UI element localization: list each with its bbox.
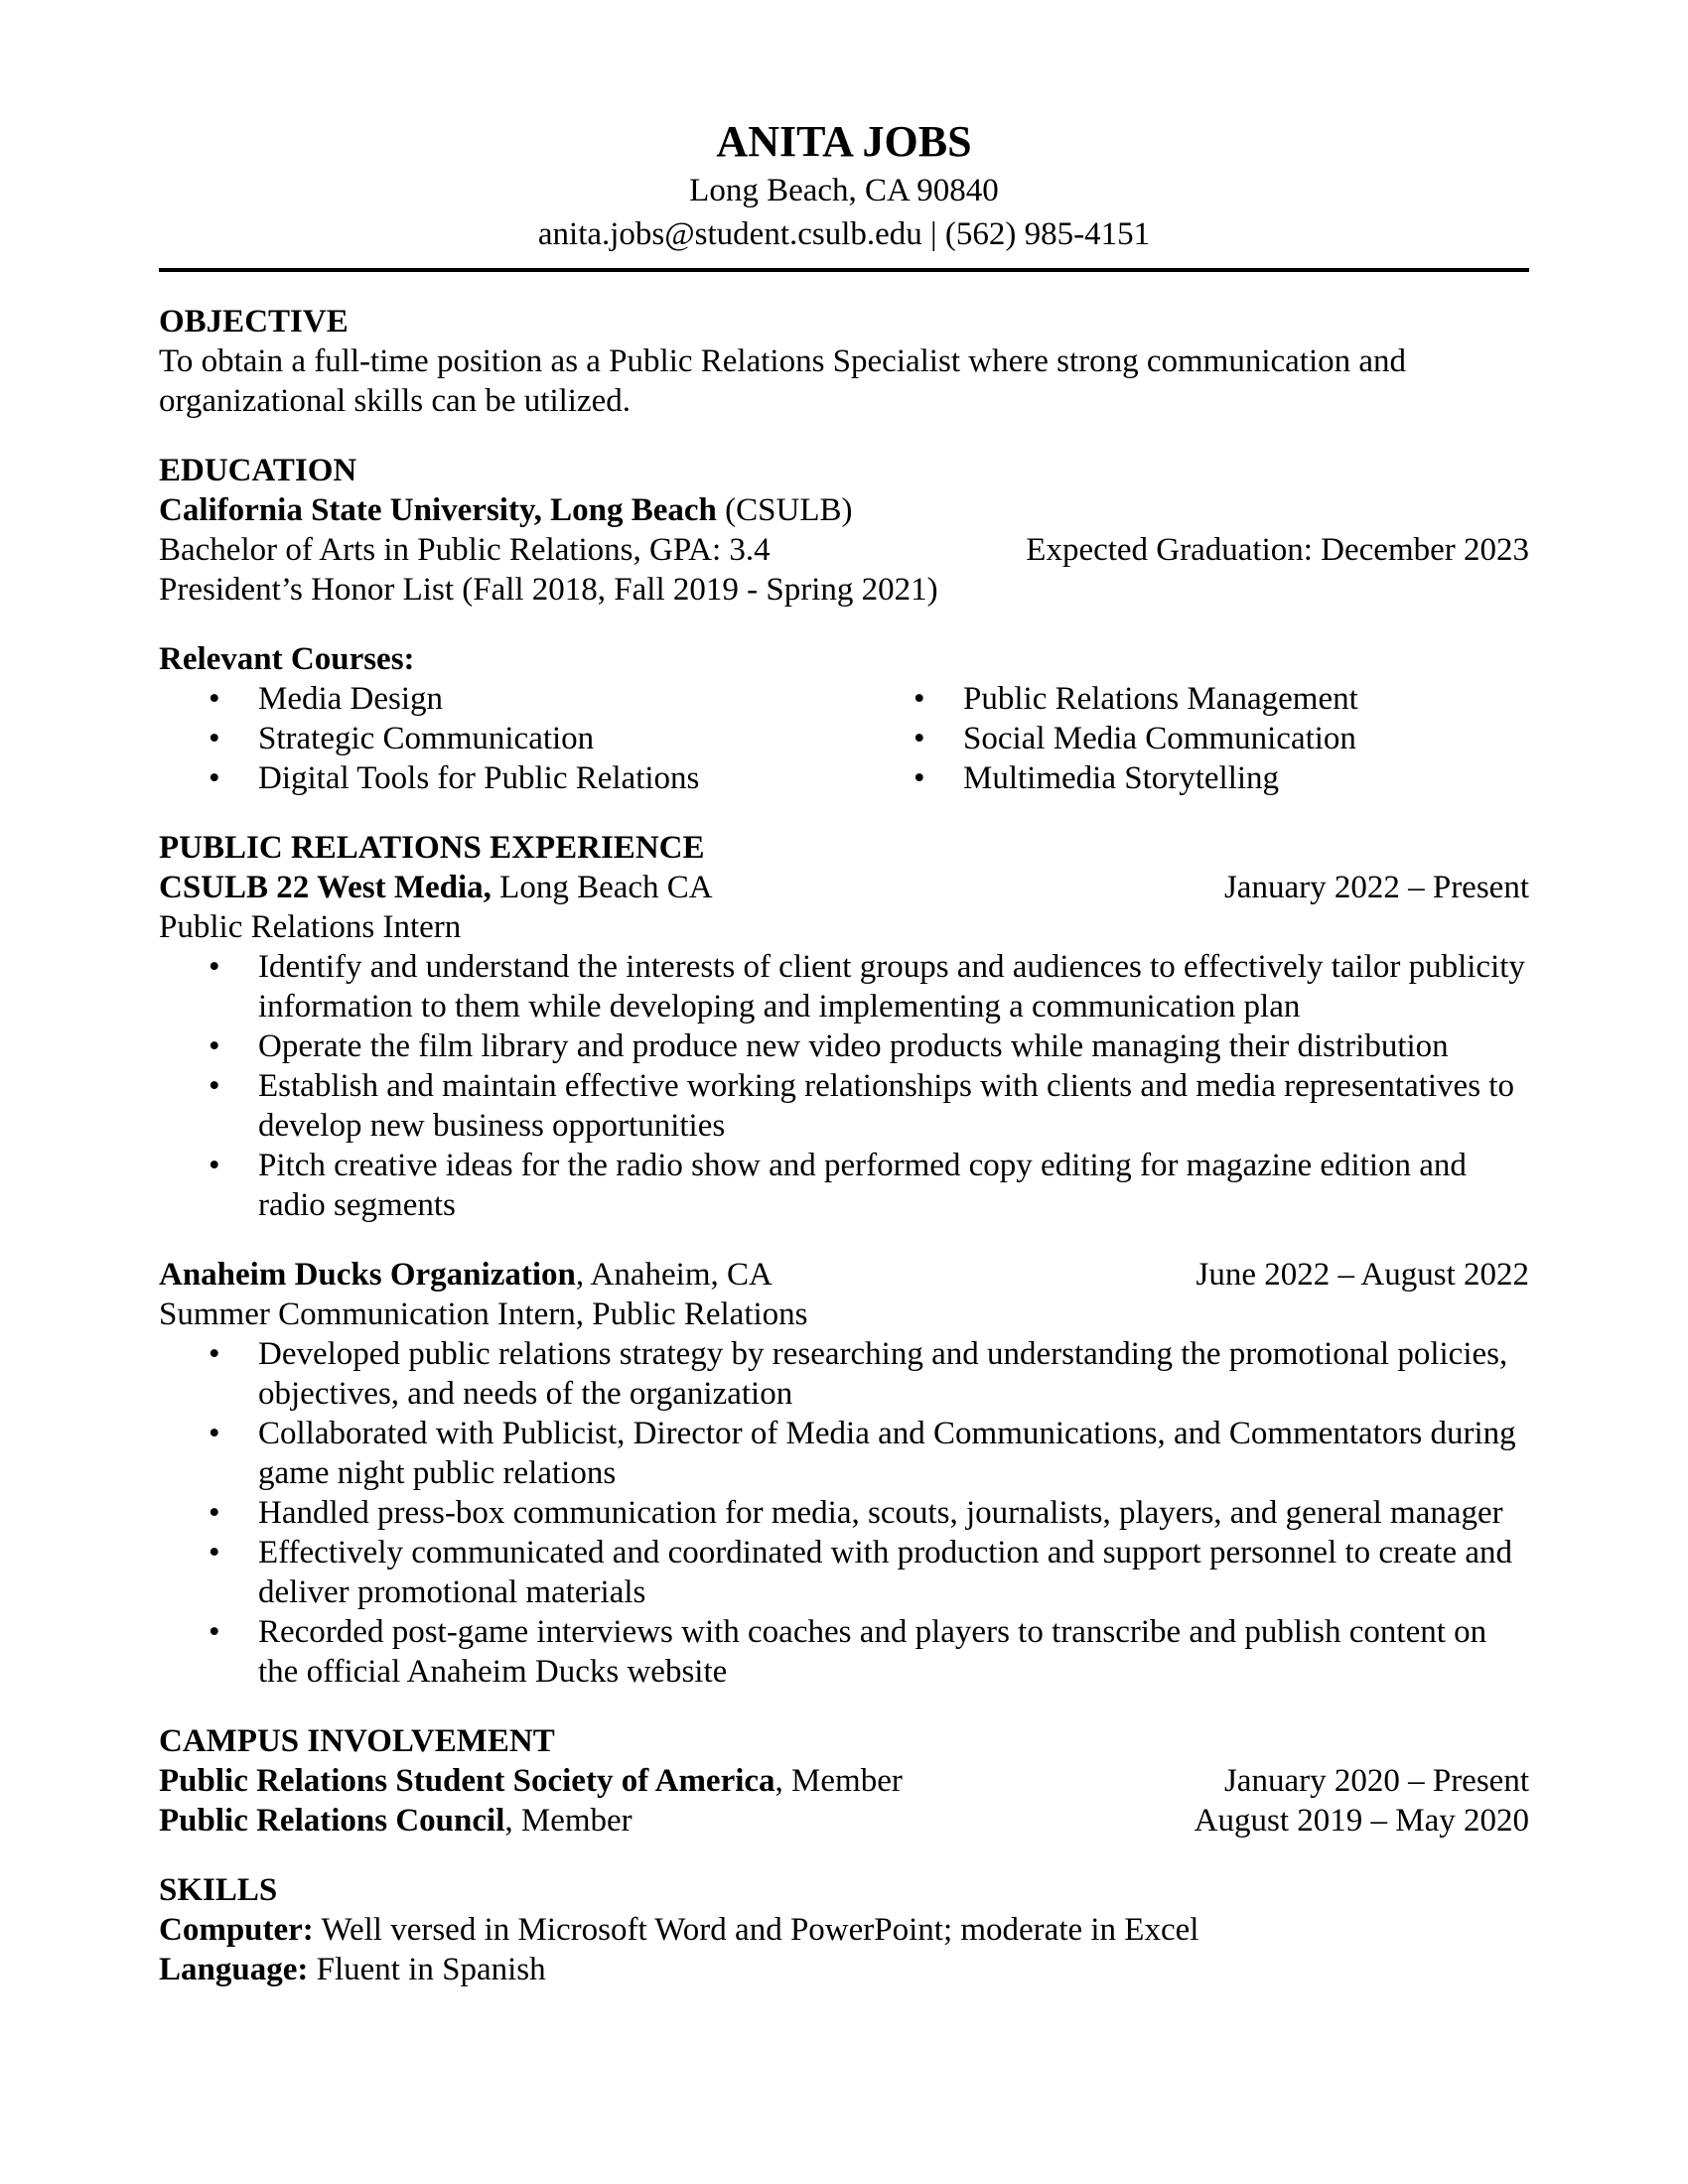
- company-location: Long Beach CA: [491, 870, 713, 905]
- header-divider: [159, 268, 1529, 272]
- job-bullet: • Operate the film library and produce new video products while managing their distribution: [159, 1026, 1529, 1066]
- job-bullet: • Identify and understand the interests of client groups and audiences to effectively tailor publicity information to them while developing and implementing a communication plan: [159, 947, 1529, 1026]
- courses-columns: [159, 679, 1529, 798]
- job-title: Public Relations Intern: [159, 909, 462, 945]
- job-bullet: • Developed public relations strategy by researching and understanding the promotional policies, objectives, and needs of the organization: [159, 1334, 1529, 1414]
- job-bullet: • Effectively communicated and coordinated with production and support personnel to create and deliver promotional materials: [159, 1533, 1529, 1612]
- campus-section: [159, 1721, 1529, 1841]
- job-bullet: • Collaborated with Publicist, Director of Media and Communications, and Commentators during game night public relations: [159, 1414, 1529, 1493]
- skill-item: [159, 1910, 1529, 1950]
- experience-section: [159, 828, 1529, 1692]
- objective-text: To obtain a full-time position as a Public Relations Specialist where strong communication and organizational skills can be utilized.: [159, 343, 1407, 419]
- campus-org-bold: Public Relations Council: [159, 1803, 505, 1839]
- candidate-contact: anita.jobs@student.csulb.edu | (562) 985-4151: [537, 216, 1151, 252]
- campus-org: [159, 1801, 633, 1841]
- job-bullet: • Establish and maintain effective working relationships with clients and media representatives to develop new business opportunities: [159, 1066, 1529, 1146]
- job-title: Summer Communication Intern, Public Relations: [159, 1297, 808, 1332]
- course-item: • Digital Tools for Public Relations: [159, 758, 864, 798]
- candidate-name: ANITA JOBS: [716, 117, 972, 166]
- job-bullet: • Pitch creative ideas for the radio show and performed copy editing for magazine edition and radio segments: [159, 1146, 1529, 1225]
- job-dates: June 2022 – August 2022: [1196, 1257, 1529, 1293]
- skill-text: Fluent in Spanish: [308, 1952, 546, 1987]
- courses-list-right: [864, 679, 1529, 798]
- skill-text: Well versed in Microsoft Word and PowerPoint; moderate in Excel: [313, 1912, 1199, 1948]
- courses-list-left: [159, 679, 864, 798]
- objective-heading: OBJECTIVE: [159, 304, 349, 340]
- job-bullet-list: [159, 1334, 1529, 1692]
- course-item: • Media Design: [159, 679, 864, 719]
- education-section: [159, 451, 1529, 610]
- experience-heading: PUBLIC RELATIONS EXPERIENCE: [159, 830, 705, 866]
- campus-role: , Member: [774, 1763, 903, 1799]
- company-name: [159, 868, 713, 907]
- courses-section: [159, 639, 1529, 798]
- course-item: • Social Media Communication: [864, 719, 1529, 758]
- skills-heading: SKILLS: [159, 1872, 278, 1908]
- company-name-bold: CSULB 22 West Media,: [159, 870, 492, 905]
- resume-header: [159, 115, 1529, 256]
- campus-dates: January 2020 – Present: [1223, 1763, 1529, 1799]
- honors-text: President’s Honor List (Fall 2018, Fall 2019 - Spring 2021): [159, 572, 938, 608]
- degree-text: Bachelor of Arts in Public Relations, GPA: 3.4: [159, 532, 771, 568]
- objective-section: [159, 302, 1529, 421]
- job-entry: [159, 868, 1529, 1225]
- skill-label: Computer:: [159, 1912, 314, 1948]
- campus-item: [159, 1761, 1529, 1801]
- job-company-line: [159, 1255, 1529, 1295]
- campus-org-bold: Public Relations Student Society of America: [159, 1763, 775, 1799]
- campus-item: [159, 1801, 1529, 1841]
- education-degree-line: [159, 530, 1529, 570]
- job-bullet-list: [159, 947, 1529, 1225]
- job-dates: January 2022 – Present: [1223, 870, 1529, 905]
- education-heading: EDUCATION: [159, 453, 357, 488]
- graduation-date: Expected Graduation: December 2023: [1026, 532, 1529, 568]
- course-item: • Public Relations Management: [864, 679, 1529, 719]
- skill-item: [159, 1950, 1529, 1989]
- campus-heading: CAMPUS INVOLVEMENT: [159, 1723, 555, 1759]
- company-name: [159, 1255, 773, 1295]
- candidate-location: Long Beach, CA 90840: [689, 173, 999, 208]
- course-item: • Strategic Communication: [159, 719, 864, 758]
- company-name-bold: Anaheim Ducks Organization: [159, 1257, 576, 1293]
- skills-section: [159, 1870, 1529, 1989]
- job-bullet: • Handled press-box communication for media, scouts, journalists, players, and general manager: [159, 1493, 1529, 1533]
- skill-label: Language:: [159, 1952, 309, 1987]
- job-company-line: [159, 868, 1529, 907]
- job-bullet: • Recorded post-game interviews with coaches and players to transcribe and publish content on the official Anaheim Ducks website: [159, 1612, 1529, 1692]
- education-school-line: [159, 490, 1529, 530]
- job-entry: [159, 1255, 1529, 1692]
- campus-org: [159, 1761, 903, 1801]
- courses-heading: Relevant Courses:: [159, 641, 415, 677]
- course-item: • Multimedia Storytelling: [864, 758, 1529, 798]
- school-abbrev: (CSULB): [716, 492, 853, 528]
- campus-dates: August 2019 – May 2020: [1194, 1803, 1529, 1839]
- company-location: , Anaheim, CA: [575, 1257, 773, 1293]
- school-name: California State University, Long Beach: [159, 492, 717, 528]
- campus-role: , Member: [504, 1803, 633, 1839]
